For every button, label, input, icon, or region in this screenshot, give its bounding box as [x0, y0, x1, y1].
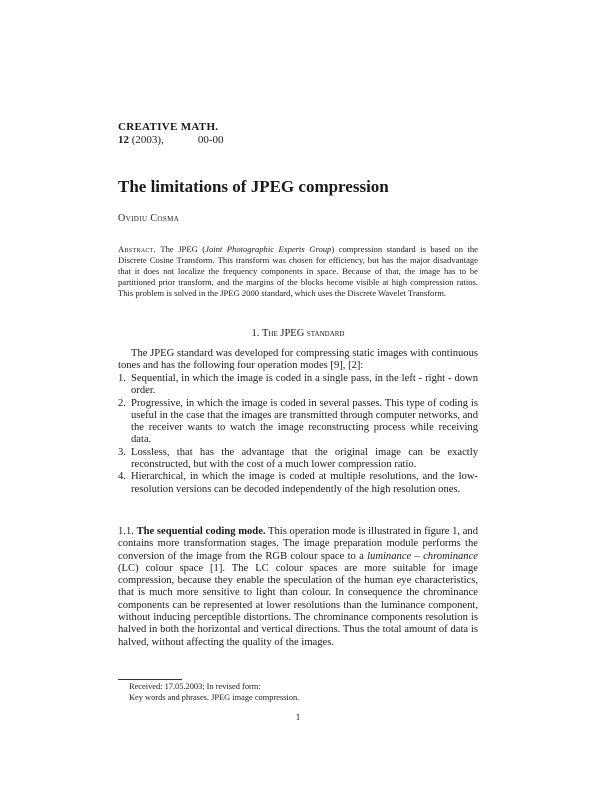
subsection-title: The sequential coding mode. — [136, 526, 266, 537]
list-item-number: 1. — [118, 373, 126, 384]
list-item-text: Sequential, in which the image is coded in a single pass, in the left - right - down order. — [131, 373, 478, 397]
journal-volume: 12 — [118, 134, 129, 146]
subsection-paragraph — [118, 526, 478, 649]
paper-title: The limitations of JPEG compression — [118, 177, 389, 196]
subsection-text-1: This operation mode is illustrated in figure 1, and contains more transformation stages. The image preparation module performs the conversion of the image from the RGB colour space to a — [118, 526, 479, 562]
journal-pages: 00-00 — [197, 134, 224, 146]
list-item-text: Progressive, in which the image is coded in several passes. This type of coding is useful in the case that the images are transmitted through computer networks, and the receiver wants to watch the image reconstructing process while receiving data. — [131, 397, 478, 446]
abstract-text-after: ) compression standard is based on the Discrete Cosine Transform. This transform was chosen for efficiency, but has the major disadvantage that it does not localize the frequency components in space. Because of that, the image has to be partitioned prior transform, and the margins of the blocks become visible at high compression ratios. This problem is solved in the JPEG 2000 standard, which uses the Discrete Wavelet Transform. — [118, 244, 478, 299]
list-item — [118, 373, 478, 398]
list-item — [118, 398, 478, 447]
list-item-number: 4. — [118, 471, 126, 483]
journal-volume-line — [118, 134, 224, 147]
page-number: 1 — [295, 712, 301, 722]
list-item — [118, 447, 478, 472]
section-number: 1. — [251, 328, 260, 339]
abstract — [118, 244, 478, 299]
section-heading — [118, 328, 478, 339]
subsection-number: 1.1. — [118, 526, 134, 537]
subsection-text-2: (LC) colour space [1]. The LC colour spaces are more suitable for image compression, because they enable the speculation of the human eye characteristics, that is much more sensitive to light than colour. In consequence the chrominance components can be represented at lower resolutions than the luminance component, without inducing perceptible distortions. The chrominance components resolution is halved in both the horizontal and vertical directions. Thus the total amount of data is halved, without affecting the quality of the images. — [118, 562, 478, 648]
footnote-rule — [118, 679, 182, 680]
journal-year: (2003), — [129, 134, 164, 146]
footnote-keywords: Key words and phrases. JPEG image compression. — [129, 693, 300, 702]
footnotes — [118, 681, 299, 703]
intro-paragraph: The JPEG standard was developed for compressing static images with continuous tones and has the following four operation modes [9], [2]: — [118, 348, 478, 372]
subsection-italic: luminance – chrominance — [367, 550, 478, 562]
abstract-italic: Joint Photographic Experts Group — [205, 244, 332, 254]
footnote-received: Received: 17.05.2003; In revised form: — [129, 682, 261, 691]
abstract-label: Abstract. — [118, 244, 157, 254]
journal-header — [118, 121, 224, 147]
paper-author: Ovidiu Cosma — [118, 213, 180, 224]
list-item-text: Hierarchical, in which the image is coded at multiple resolutions, and the low-resolution versions can be decoded independently of the high resolution ones. — [131, 471, 478, 495]
list-item-number: 3. — [118, 446, 126, 458]
list-item-text: Lossless, that has the advantage that the original image can be exactly reconstructed, but with the cost of a much lower compression ratio. — [131, 446, 478, 471]
list-item-number: 2. — [118, 397, 126, 409]
section-title: The JPEG standard — [262, 328, 345, 339]
modes-list — [118, 373, 478, 496]
abstract-text-before: The JPEG ( — [156, 244, 206, 254]
list-item — [118, 471, 478, 496]
journal-name: CREATIVE MATH. — [118, 121, 219, 133]
